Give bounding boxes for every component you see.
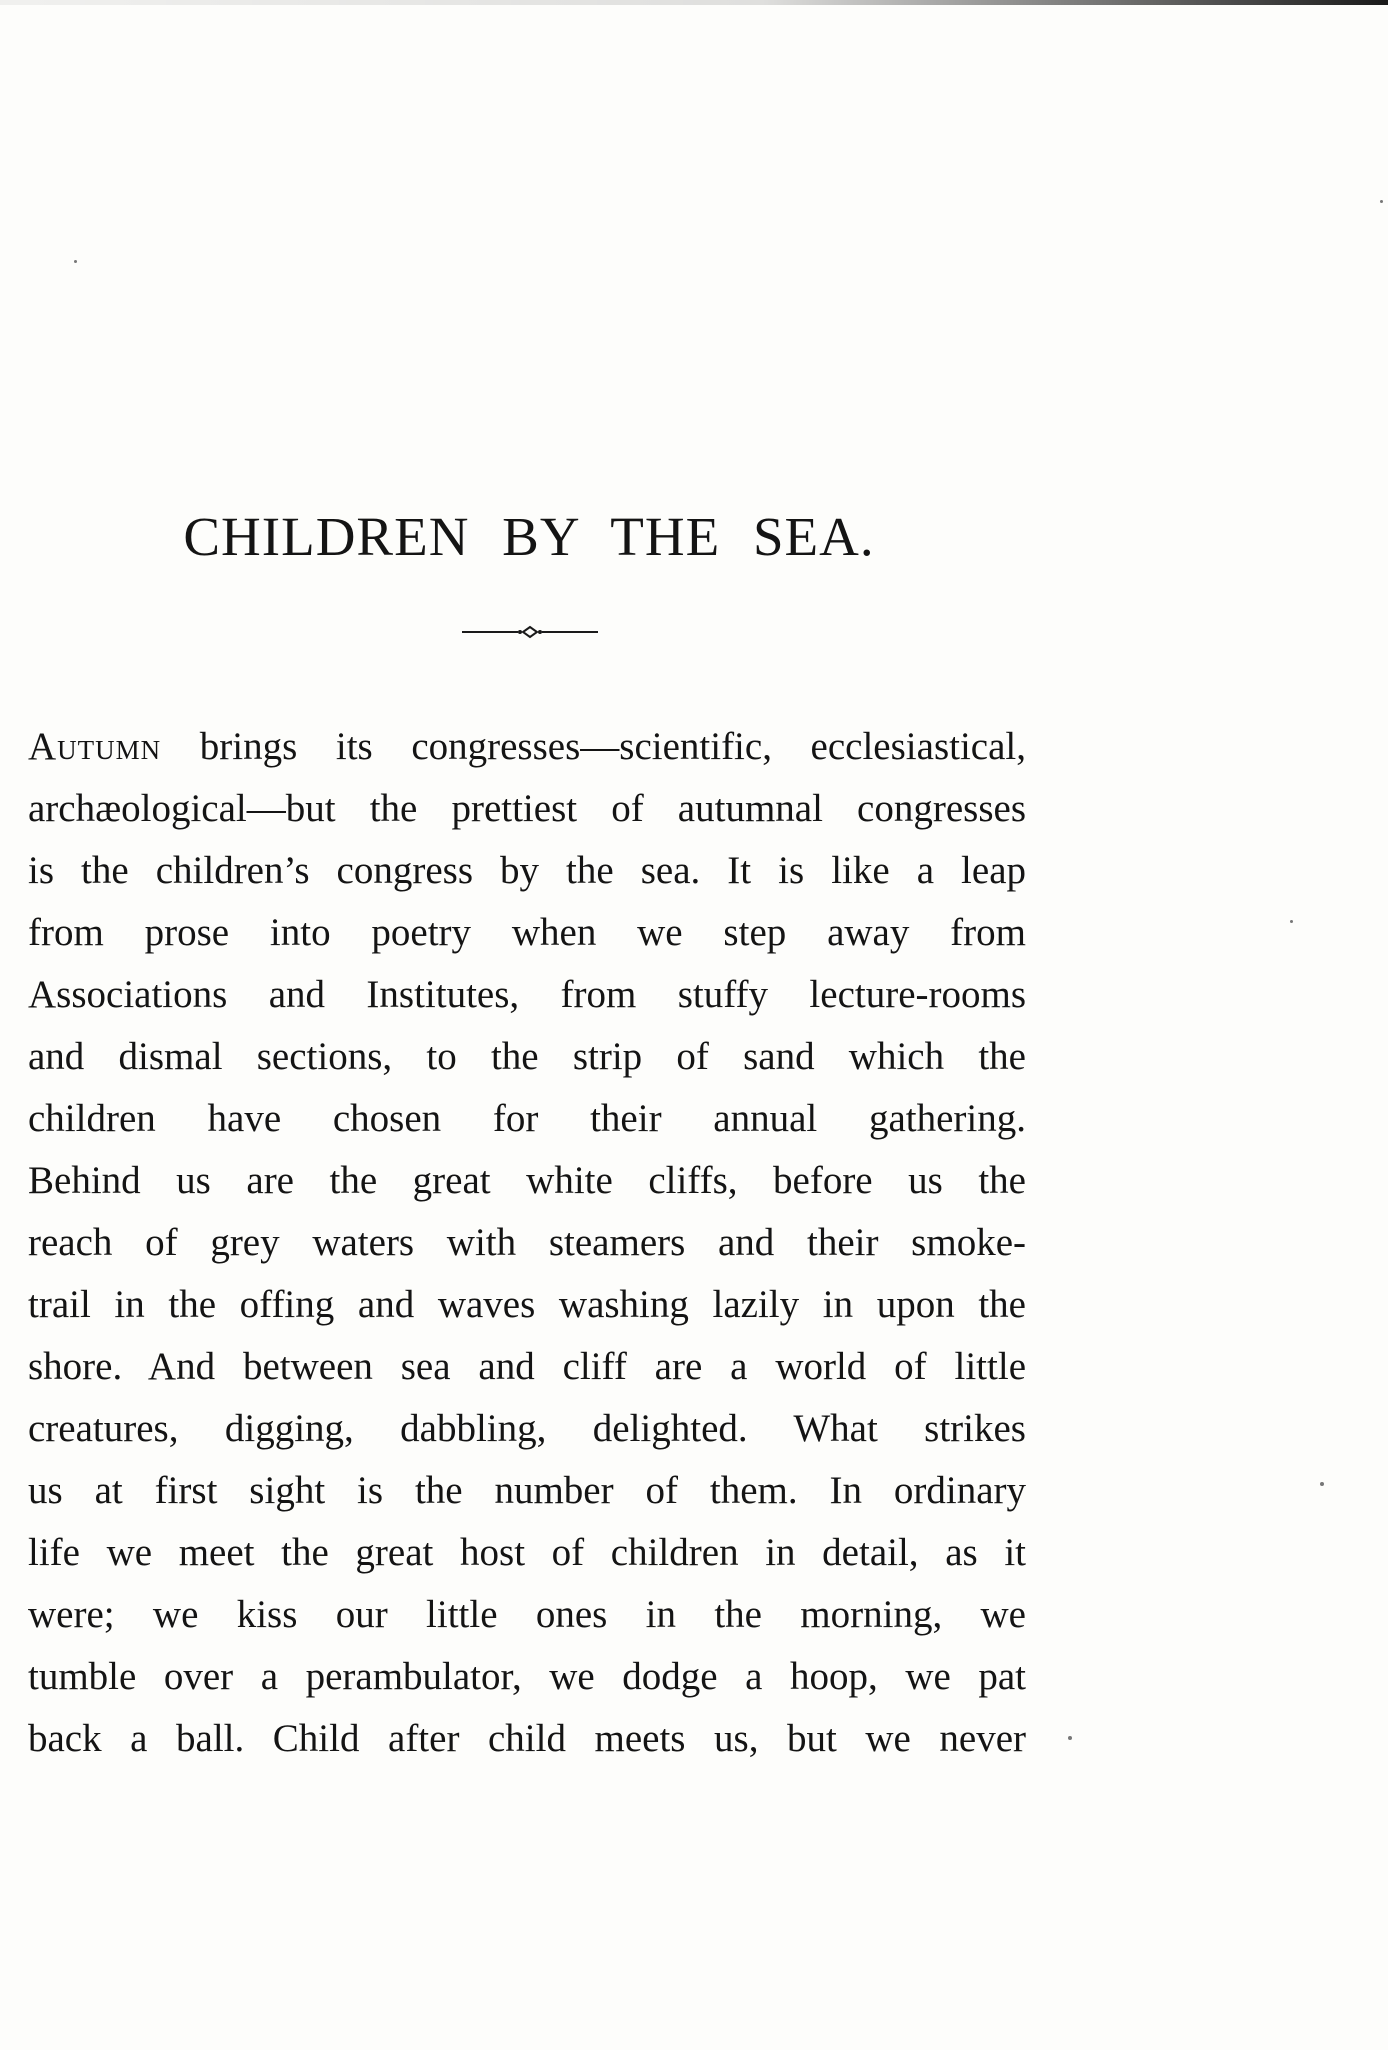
text-line: creatures, digging, dabbling, delighted. What strikes bbox=[28, 1407, 1026, 1450]
paper-speck bbox=[1320, 1482, 1324, 1486]
text-line: is the children’s congress by the sea. It is like a leap bbox=[28, 849, 1026, 892]
text-line: children have chosen for their annual gathering. bbox=[28, 1097, 1026, 1140]
text-line: Autumn brings its congresses—scientific, ecclesiastical, bbox=[28, 725, 1026, 768]
text-line: tumble over a perambulator, we dodge a hoop, we pat bbox=[28, 1655, 1026, 1698]
paper-speck bbox=[1380, 200, 1383, 203]
text-line: back a ball. Child after child meets us, but we never bbox=[28, 1717, 1026, 1760]
text-line: life we meet the great host of children in detail, as it bbox=[28, 1531, 1026, 1574]
lead-word: Autumn bbox=[28, 725, 162, 768]
text-line: were; we kiss our little ones in the morning, we bbox=[28, 1593, 1026, 1636]
paper-speck bbox=[74, 260, 77, 263]
paper-speck bbox=[1290, 920, 1293, 923]
page-top-edge-shadow bbox=[0, 0, 1388, 10]
text-line: trail in the offing and waves washing lazily in upon the bbox=[28, 1283, 1026, 1326]
text-line: shore. And between sea and cliff are a world of little bbox=[28, 1345, 1026, 1388]
chapter-title: CHILDREN BY THE SEA. bbox=[183, 506, 875, 567]
text-line: us at first sight is the number of them. In ordinary bbox=[28, 1469, 1026, 1512]
text-line: and dismal sections, to the strip of sand which the bbox=[28, 1035, 1026, 1078]
text-line: reach of grey waters with steamers and their smoke- bbox=[28, 1221, 1026, 1264]
body-paragraph bbox=[28, 716, 1026, 1770]
text-line: Behind us are the great white cliffs, before us the bbox=[28, 1159, 1026, 1202]
text-line: from prose into poetry when we step away from bbox=[28, 911, 1026, 954]
title-ornament-divider bbox=[462, 622, 598, 642]
paper-speck bbox=[1068, 1736, 1072, 1740]
text-line: archæological—but the prettiest of autumnal congresses bbox=[28, 787, 1026, 830]
text-line: Associations and Institutes, from stuffy lecture-rooms bbox=[28, 973, 1026, 1016]
